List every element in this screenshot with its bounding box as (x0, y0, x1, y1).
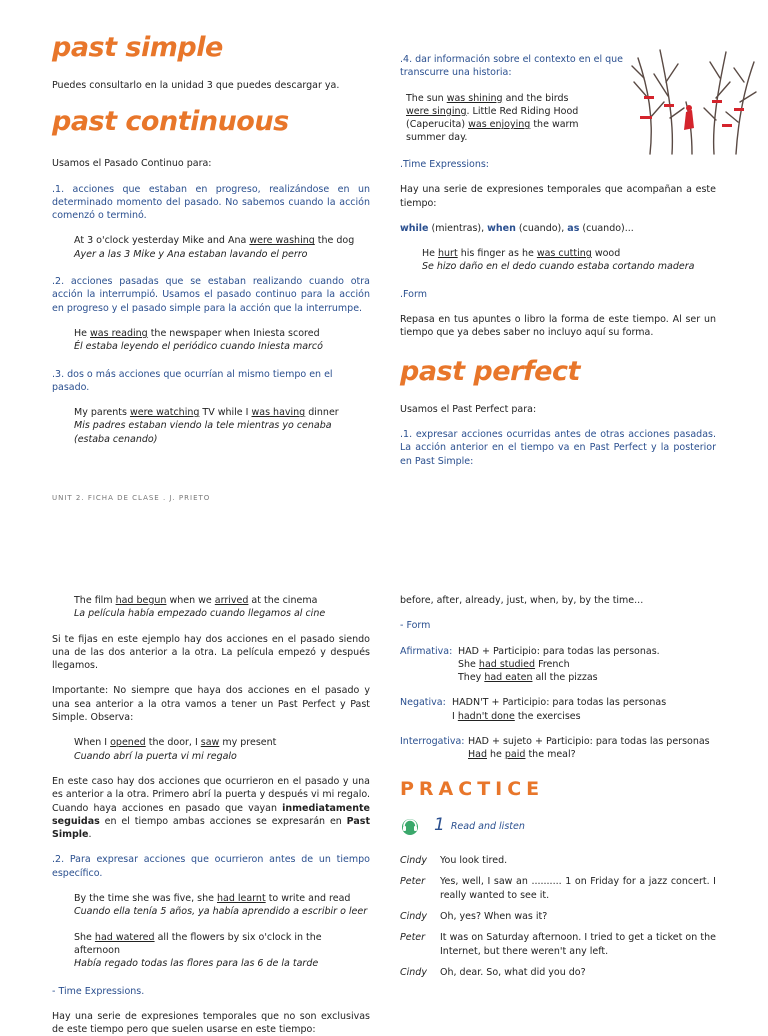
affirmative-block (400, 645, 716, 685)
right-top-block (400, 53, 625, 145)
example-5 (400, 247, 716, 274)
headphones-icon (400, 816, 420, 836)
time-expressions-heading: .Time Expressions: (400, 159, 490, 170)
right-column-page-2 (400, 594, 716, 987)
continuous-use-1: .1. acciones que estaban en progreso, realizándose en un determinado momento del pasado. No sabemos cuando la acción comenzó o terminó. (52, 183, 370, 222)
perfect-use-2: .2. Para expresar acciones que ocurrieron antes de un tiempo específico. (52, 854, 370, 879)
exercise-title: Read and listen (450, 820, 525, 832)
interrogative-example: Had he paid the meal? (468, 749, 576, 761)
continuous-use-3: .3. dos o más acciones que ocurrían al mismo tiempo en el pasado. (52, 368, 333, 393)
practice-heading: PRACTICE (400, 777, 545, 800)
page-gap (0, 530, 768, 572)
negative-rule: HADN'T + Participio: para todas las personas (452, 697, 667, 709)
affirmative-example-1: She had studied French (458, 658, 570, 670)
right-column-page-1 (400, 158, 716, 468)
affirmative-label: Afirmativa: (400, 645, 453, 657)
dialogue-line: Peter Yes, well, I saw an .......... 1 on Friday for a jazz concert. I really wanted to see it. (400, 876, 716, 901)
time-expressions-text-2: Hay una serie de expresiones temporales que no son exclusivas de este tiempo pero que suelen usarse en este tiempo: (52, 1010, 370, 1036)
example-1-en: At 3 o'clock yesterday Mike and Ana were washing the dog (74, 235, 355, 247)
negative-block (400, 696, 716, 723)
dialogue-line: Cindy You look tired. (400, 855, 508, 867)
example-7-es: Cuando abrí la puerta vi mi regalo (74, 750, 237, 762)
exercise-number: 1 (434, 815, 445, 836)
paragraph-1: Si te fijas en este ejemplo hay dos acciones en el pasado siendo una de las dos anterior a la otra. La película empezó y después llegamos. (52, 633, 370, 672)
affirmative-rule: HAD + Participio: para todas las personas. (458, 645, 660, 657)
dialogue (400, 854, 716, 979)
page-2 (0, 572, 768, 1036)
example-4: The sun was shining and the birds were singing. Little Red Riding Hood (Caperucita) was enjoying the warm summer day. (406, 92, 579, 144)
dialogue-line: Cindy Oh, dear. So, what did you do? (400, 966, 586, 978)
paragraph-2: Importante: No siempre que haya dos acciones en el pasado y una sea anterior a la otra vamos a tener un Past Perfect y Past Simple. Observa: (52, 685, 370, 724)
negative-label: Negativa: (400, 697, 446, 709)
example-5-en: He hurt his finger as he was cutting wood (422, 248, 621, 260)
example-2-en: He was reading the newspaper when Iniesta scored (74, 327, 320, 339)
example-5-es: Se hizo daño en el dedo cuando estaba cortando madera (422, 261, 695, 273)
interrogative-block (400, 735, 716, 762)
example-6-es: La película había empezado cuando llegamos al cine (74, 608, 326, 620)
continuous-intro: Usamos el Pasado Continuo para: (52, 158, 212, 170)
title-past-perfect: past perfect (400, 355, 580, 387)
dialogue-line: Peter It was on Saturday afternoon. I tried to get a ticket on the Internet, but there weren't any left. (400, 932, 716, 957)
form-text: Repasa en tus apuntes o libro la forma de este tiempo. Al ser un tiempo que ya debes saber no incluyo aquí su forma. (400, 314, 716, 339)
example-2 (52, 327, 370, 354)
interrogative-rule: HAD + sujeto + Participio: para todas las personas (468, 736, 710, 748)
paragraph-3: En este caso hay dos acciones que ocurrieron en el pasado y una es anterior a la otra. Primero abrí la puerta y después vi mi regalo. Cuando haya acciones en pasado que vayan inmediatamente seguidas en el tiempo ambas acciones se expresarán en Past Simple. (52, 775, 370, 841)
continuous-use-4: .4. dar información sobre el contexto en el que transcurre una historia: (400, 54, 624, 79)
example-1-es: Ayer a las 3 Mike y Ana estaban lavando el perro (74, 248, 308, 260)
exercise-1-header (400, 814, 716, 838)
example-9-es: Había regado todas las flores para las 6 de la tarde (74, 958, 319, 970)
example-8 (52, 892, 370, 919)
example-9-en: She had watered all the flowers by six o'clock in the afternoon (74, 931, 322, 956)
continuous-use-2: .2. acciones pasadas que se estaban realizando cuando otra acción la interrumpió. Usamos el pasado continuo para la acción en progreso y el pasado simple para la acción que la interrumpe. (52, 276, 370, 314)
perfect-use-1: .1. expresar acciones ocurridas antes de otras acciones pasadas. La acción anterior en el tiempo va en Past Perfect y la posterior en Past Simple: (400, 428, 716, 467)
left-column-page-2 (52, 594, 370, 1036)
example-7-en: When I opened the door, I saw my present (74, 737, 277, 749)
time-expressions-list-2: before, after, already, just, when, by, by the time... (400, 595, 644, 606)
past-simple-note: Puedes consultarlo en la unidad 3 que puedes descargar ya. (52, 80, 340, 91)
dialogue-line: Cindy Oh, yes? When was it? (400, 910, 548, 922)
page-footer: UNIT 2. FICHA DE CLASE . J. PRIETO (52, 494, 211, 502)
left-column-page-1 (52, 34, 370, 446)
example-8-es: Cuando ella tenía 5 años, ya había aprendido a escribir o leer (74, 906, 368, 918)
example-9 (52, 931, 370, 971)
perfect-intro: Usamos el Past Perfect para: (400, 403, 537, 415)
example-1 (52, 234, 370, 261)
forest-illustration-icon (630, 38, 760, 156)
example-6 (52, 594, 370, 621)
time-expressions-heading-2: - Time Expressions. (52, 985, 145, 997)
affirmative-example-2: They had eaten all the pizzas (458, 672, 598, 684)
negative-example: I hadn't done the exercises (452, 710, 581, 722)
example-6-en: The film had begun when we arrived at the cinema (74, 595, 318, 606)
example-3-en: My parents were watching TV while I was having dinner (74, 407, 339, 419)
example-2-es: Él estaba leyendo el periódico cuando Iniesta marcó (74, 341, 323, 353)
time-expressions-text: Hay una serie de expresiones temporales que acompañan a este tiempo: (400, 184, 716, 209)
form-heading-2: - Form (400, 620, 431, 632)
interrogative-label: Interrogativa: (400, 736, 465, 748)
form-heading: .Form (400, 288, 427, 300)
time-expressions-list: while (mientras), when (cuando), as (cuando)... (400, 222, 634, 234)
title-past-simple: past simple (52, 32, 223, 63)
example-3 (52, 406, 370, 446)
title-past-continuous: past continuous (52, 106, 289, 138)
example-3-es: Mis padres estaban viendo la tele mientras yo cenaba (estaba cenando) (74, 420, 332, 445)
example-8-en: By the time she was five, she had learnt to write and read (74, 893, 351, 905)
example-7 (52, 736, 370, 763)
